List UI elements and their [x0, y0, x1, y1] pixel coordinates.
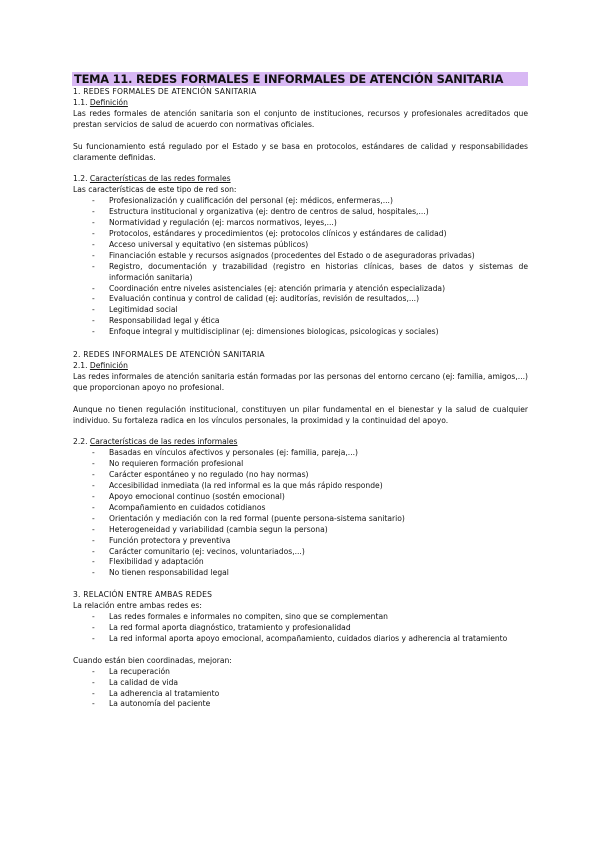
bullet-dash: - — [92, 546, 95, 556]
list-item-text: Heterogeneidad y variabilidad (cambia segun la persona) — [109, 524, 328, 534]
section-1-2-intro: Las características de este tipo de red son: — [73, 185, 237, 195]
list-item-text: La red formal aporta diagnóstico, tratamiento y profesionalidad — [109, 622, 351, 632]
section-2-2-title: Características de las redes informales — [89, 437, 238, 447]
list-item-text: Flexibilidad y adaptación — [109, 557, 204, 567]
section-3-intro: La relación entre ambas redes es: — [73, 601, 202, 611]
bullet-dash: - — [92, 612, 95, 622]
list-item — [73, 557, 528, 568]
bullet-dash: - — [92, 622, 95, 632]
list-item-text: No requieren formación profesional — [109, 459, 244, 469]
list-item — [73, 284, 528, 295]
bullet-dash: - — [92, 470, 95, 480]
informal-characteristics-list — [73, 448, 528, 579]
list-item — [73, 492, 528, 503]
list-item-text: Acceso universal y equitativo (en sistemas públicos) — [109, 239, 309, 249]
list-item-text: Orientación y mediación con la red formal (puente persona-sistema sanitario) — [109, 513, 405, 523]
bullet-dash: - — [92, 250, 95, 260]
list-item-text: Profesionalización y cualificación del personal (ej: médicos, enfermeras,...) — [109, 196, 393, 206]
section-2-1-title: Definición — [89, 360, 128, 370]
list-item-text: La recuperación — [109, 666, 170, 676]
bullet-dash: - — [92, 327, 95, 337]
list-item — [73, 525, 528, 536]
list-item-text: La autonomía del paciente — [109, 699, 211, 709]
section-1-2-title: Características de las redes formales — [89, 174, 231, 184]
list-item-text: Las redes formales e informales no compiten, sino que se complementan — [109, 612, 388, 622]
bullet-dash: - — [92, 677, 95, 687]
list-item — [73, 305, 528, 316]
list-item-text: Función protectora y preventiva — [109, 535, 231, 545]
section-2-1-paragraph-1: Las redes informales de atención sanitaria están formadas por las personas del entorno cercano (ej: familia, amigos,...) que proporcionan apoyo no profesional. — [73, 371, 528, 392]
list-item-text: Apoyo emocional continuo (sostén emocional) — [109, 492, 285, 501]
list-item-text: Protocolos, estándares y procedimientos (ej: protocolos clínicos y estándares de calidad) — [109, 228, 447, 238]
bullet-dash: - — [92, 535, 95, 545]
list-item — [73, 218, 528, 229]
list-item-text: Carácter comunitario (ej: vecinos, voluntariados,...) — [109, 546, 305, 556]
bullet-dash: - — [92, 283, 95, 293]
bullet-dash: - — [92, 305, 95, 315]
bullet-dash: - — [92, 207, 95, 217]
list-item-text: Legitimidad social — [109, 305, 178, 315]
bullet-dash: - — [92, 568, 95, 578]
list-item — [73, 634, 528, 645]
list-item — [73, 699, 528, 710]
list-item — [73, 229, 528, 240]
section-2-2-number: 2.2. — [73, 437, 88, 447]
list-item-text: Acompañamiento en cuidados cotidianos — [109, 502, 266, 512]
list-item-text: Financiación estable y recursos asignados (procedentes del Estado o de aseguradoras privadas) — [109, 250, 475, 260]
bullet-dash: - — [92, 688, 95, 698]
relationship-list — [73, 612, 528, 645]
list-item — [73, 327, 528, 338]
section-1-1-title: Definición — [89, 97, 128, 107]
list-item — [73, 568, 528, 579]
list-item — [73, 459, 528, 470]
bullet-dash: - — [92, 316, 95, 326]
bullet-dash: - — [92, 502, 95, 512]
section-1-2-heading — [73, 174, 528, 185]
list-item — [73, 251, 528, 262]
list-item-text: No tienen responsabilidad legal — [109, 568, 229, 578]
list-item — [73, 678, 528, 689]
list-item-text: Estructura institucional y organizativa (ej: dentro de centros de salud, hospitales,...) — [109, 207, 429, 217]
bullet-dash: - — [92, 481, 95, 491]
list-item — [73, 262, 528, 284]
section-2-1-paragraph-2: Aunque no tienen regulación institucional, constituyen un pilar fundamental en el bienestar y la salud de cualquier individuo. Su fortaleza radica en los vínculos personales, la proximidad y la continuidad del apoyo. — [73, 404, 528, 425]
list-item-text: La calidad de vida — [109, 677, 179, 687]
section-2-heading: 2. REDES INFORMALES DE ATENCIÓN SANITARIA — [73, 350, 265, 360]
list-item — [73, 536, 528, 547]
bullet-dash: - — [92, 513, 95, 523]
list-item — [73, 623, 528, 634]
document-title: TEMA 11. REDES FORMALES E INFORMALES DE ATENCIÓN SANITARIA — [72, 72, 528, 86]
section-1-1-heading — [73, 98, 528, 109]
list-item — [73, 514, 528, 525]
bullet-dash: - — [92, 699, 95, 709]
list-item-text: La red informal aporta apoyo emocional, acompañamiento, cuidados diarios y adherencia al tratamiento — [109, 633, 508, 643]
list-item-text: Enfoque integral y multidisciplinar (ej: dimensiones biologicas, psicologicas y sociales) — [109, 327, 439, 337]
bullet-dash: - — [92, 666, 95, 676]
section-1-heading: 1. REDES FORMALES DE ATENCIÓN SANITARIA — [73, 87, 257, 96]
bullet-dash: - — [92, 448, 95, 458]
section-3-intro-2: Cuando están bien coordinadas, mejoran: — [73, 655, 232, 665]
bullet-dash: - — [92, 524, 95, 534]
formal-characteristics-list — [73, 196, 528, 338]
bullet-dash: - — [92, 492, 95, 501]
list-item-text: Responsabilidad legal y ética — [109, 316, 220, 326]
list-item-text: Accesibilidad inmediata (la red informal es la que más rápido responde) — [109, 481, 383, 491]
list-item-text: La adherencia al tratamiento — [109, 688, 220, 698]
section-2-1-heading — [73, 361, 528, 372]
bullet-dash: - — [92, 633, 95, 643]
section-1-2-number: 1.2. — [73, 174, 88, 184]
list-item-text: Basadas en vínculos afectivos y personales (ej: familia, pareja,...) — [109, 448, 358, 458]
section-1-1-paragraph-2: Su funcionamiento está regulado por el Estado y se basa en protocolos, estándares de calidad y responsabilidades claramente definidas. — [73, 141, 528, 162]
list-item — [73, 689, 528, 700]
list-item — [73, 316, 528, 327]
list-item — [73, 240, 528, 251]
bullet-dash: - — [92, 239, 95, 249]
list-item — [73, 207, 528, 218]
section-2-2-heading — [73, 437, 528, 448]
list-item — [73, 294, 528, 305]
list-item — [73, 481, 528, 492]
bullet-dash: - — [92, 557, 95, 567]
bullet-dash: - — [92, 294, 95, 304]
list-item — [73, 547, 528, 558]
bullet-dash: - — [92, 196, 95, 206]
bullet-dash: - — [92, 218, 95, 228]
list-item — [73, 470, 528, 481]
bullet-dash: - — [92, 228, 95, 238]
improvements-list — [73, 667, 528, 711]
section-1-1-paragraph-1: Las redes formales de atención sanitaria son el conjunto de instituciones, recursos y profesionales acreditados que prestan servicios de salud de acuerdo con normativas oficiales. — [73, 108, 528, 129]
section-3-heading: 3. RELACIÓN ENTRE AMBAS REDES — [73, 590, 213, 600]
document-page — [73, 72, 528, 710]
section-2-1-number: 2.1. — [73, 360, 88, 370]
list-item — [73, 196, 528, 207]
list-item — [73, 612, 528, 623]
list-item — [73, 448, 528, 459]
bullet-dash: - — [92, 459, 95, 469]
list-item-text: Carácter espontáneo y no regulado (no hay normas) — [109, 470, 309, 480]
section-1-1-number: 1.1. — [73, 97, 88, 107]
list-item — [73, 667, 528, 678]
list-item-text: Registro, documentación y trazabilidad (registro en historias clínicas, bases de datos y sistemas de información sanitaria) — [109, 261, 528, 282]
list-item-text: Evaluación continua y control de calidad (ej: auditorías, revisión de resultados,...) — [109, 294, 420, 304]
list-item-text: Normatividad y regulación (ej: marcos normativos, leyes,...) — [109, 218, 337, 228]
list-item-text: Coordinación entre niveles asistenciales (ej: atención primaria y atención especializada) — [109, 283, 446, 293]
bullet-dash: - — [92, 261, 95, 271]
list-item — [73, 503, 528, 514]
